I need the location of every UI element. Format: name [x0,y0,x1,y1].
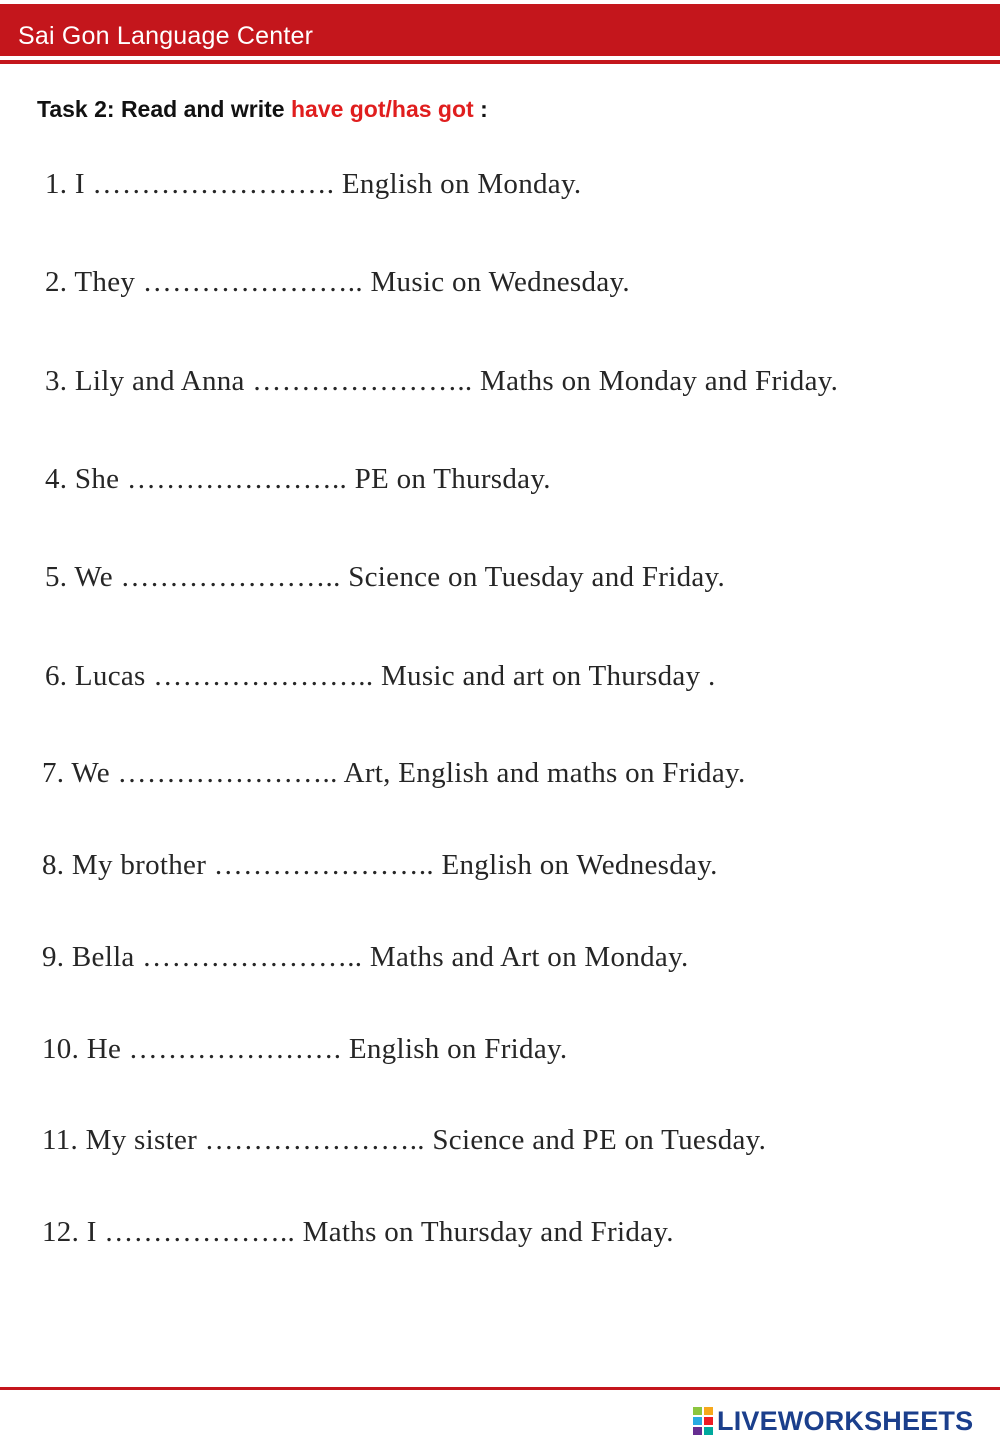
exercise-sentence-5: 5. We ………………….. Science on Tuesday and Friday. [45,561,726,593]
liveworksheets-wordmark: LIVEWORKSHEETS [717,1405,974,1436]
task-heading-suffix: : [480,96,488,122]
exercise-sentence-8: 8. My brother ………………….. English on Wednesday. [42,849,718,881]
exercise-sentence-10: 10. He …………………. English on Friday. [42,1033,568,1065]
task-heading [37,96,488,123]
liveworksheets-brand[interactable] [692,1403,973,1439]
exercise-sentence-7: 7. We ………………….. Art, English and maths on Friday. [42,757,746,789]
header-divider [0,60,1000,64]
exercise-sentence-9: 9. Bella ………………….. Maths and Art on Monday. [42,941,689,973]
task-heading-highlight: have got/has got [290,96,474,122]
exercise-sentence-11: 11. My sister ………………….. Science and PE on Tuesday. [42,1124,767,1156]
exercise-sentence-12: 12. I ……………….. Maths on Thursday and Friday. [42,1216,674,1248]
exercise-sentence-2: 2. They ………………….. Music on Wednesday. [45,266,630,298]
liveworksheets-logo-icon [692,1406,714,1436]
header-title: Sai Gon Language Center [18,22,314,50]
header-bar [0,4,1000,56]
footer-divider [0,1387,1000,1390]
exercise-sentence-4: 4. She ………………….. PE on Thursday. [45,463,551,495]
exercise-sentence-1: 1. I ……………………. English on Monday. [45,168,582,200]
task-heading-prefix: Task 2: Read and write [37,96,285,122]
exercise-sentence-6: 6. Lucas ………………….. Music and art on Thursday . [45,660,716,692]
exercise-sentence-3: 3. Lily and Anna ………………….. Maths on Monday and Friday. [45,365,839,397]
